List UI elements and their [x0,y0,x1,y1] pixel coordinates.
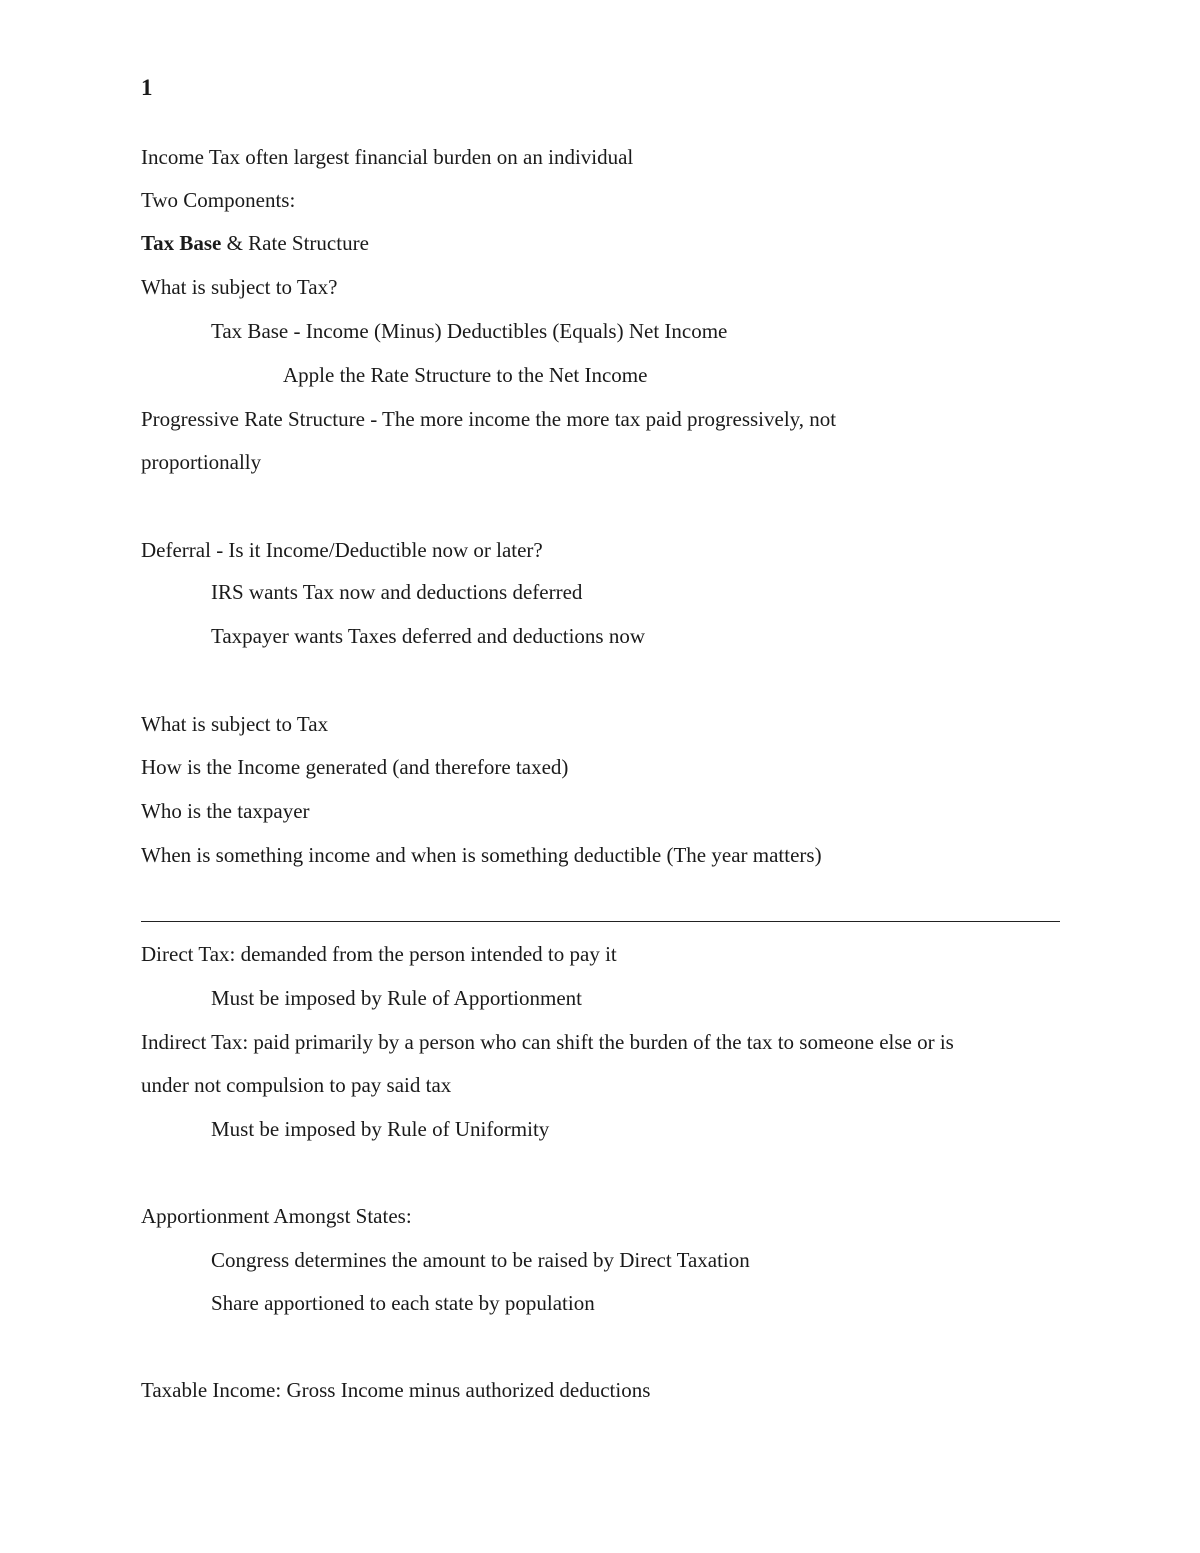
subject-line: What is subject to Tax [141,712,329,736]
horizontal-rule [141,921,1060,922]
apportionment-line: Apportionment Amongst States: [141,1204,412,1228]
intro-line: Income Tax often largest financial burden on an individual [141,145,634,169]
when-line: When is something income and when is something deductible (The year matters) [141,843,822,867]
direct-rule-line: Must be imposed by Rule of Apportionment [211,986,582,1010]
apple-rate-line: Apple the Rate Structure to the Net Income [283,363,648,387]
subject-question-line: What is subject to Tax? [141,275,338,299]
page-number: 1 [141,75,153,100]
direct-tax-line: Direct Tax: demanded from the person intended to pay it [141,942,617,966]
deferral-line: Deferral - Is it Income/Deductible now or later? [141,538,543,562]
indirect-rule-line: Must be imposed by Rule of Uniformity [211,1117,550,1141]
tax-base-formula-line: Tax Base - Income (Minus) Deductibles (Equals) Net Income [211,319,728,343]
congress-line: Congress determines the amount to be raised by Direct Taxation [211,1248,750,1272]
indirect-tax-line-1: Indirect Tax: paid primarily by a person who can shift the burden of the tax to someone else or is [141,1030,954,1054]
two-components-line: Two Components: [141,188,296,212]
progressive-line-2: proportionally [141,450,262,474]
tax-base-bold: Tax Base [141,231,222,255]
share-line: Share apportioned to each state by population [211,1291,595,1315]
progressive-line-1: Progressive Rate Structure - The more income the more tax paid progressively, not [141,407,837,431]
tax-base-line [141,229,369,257]
taxable-income-line: Taxable Income: Gross Income minus authorized deductions [141,1378,651,1402]
how-line: How is the Income generated (and therefore taxed) [141,755,569,779]
tax-base-rest: & Rate Structure [221,231,369,255]
indirect-tax-line-2: under not compulsion to pay said tax [141,1073,452,1097]
taxpayer-wants-line: Taxpayer wants Taxes deferred and deductions now [211,624,646,648]
irs-wants-line: IRS wants Tax now and deductions deferred [211,580,583,604]
who-line: Who is the taxpayer [141,799,310,823]
